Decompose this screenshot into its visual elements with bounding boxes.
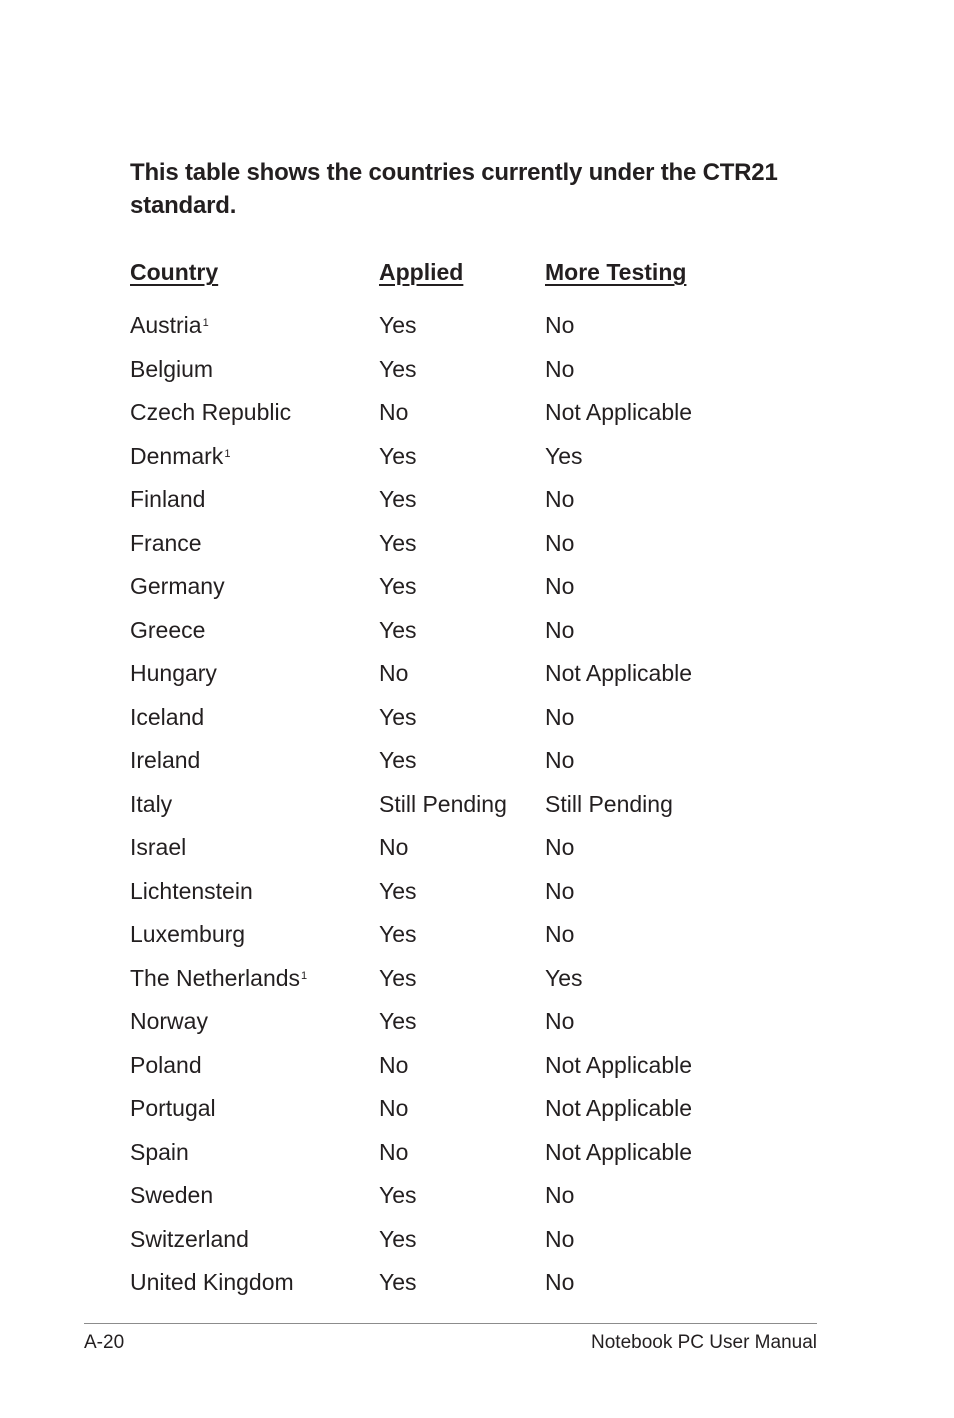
country-cell [130, 1179, 213, 1211]
footnote-marker: 1 [202, 317, 209, 329]
country-cell [130, 440, 230, 472]
table-row [130, 1005, 830, 1049]
table-row [130, 657, 830, 701]
country-name: Czech Republic [130, 399, 292, 425]
country-cell [130, 657, 217, 689]
country-name: Greece [130, 616, 206, 643]
ctr21-country-table [130, 256, 830, 1310]
country-name: France [130, 529, 202, 556]
country-cell [130, 396, 291, 428]
country-name: Denmark [130, 442, 224, 469]
table-row [130, 962, 830, 1006]
table-row [130, 1223, 830, 1267]
country-cell [130, 570, 225, 602]
country-name: Iceland [130, 703, 205, 730]
applied-cell: Yes [379, 486, 417, 512]
more-testing-cell: No [545, 355, 575, 382]
country-cell [130, 1005, 208, 1037]
table-row [130, 1049, 830, 1093]
more-testing-cell: No [545, 877, 575, 904]
table-row [130, 614, 830, 658]
country-cell [130, 788, 172, 820]
table-body [130, 309, 830, 1310]
country-cell [130, 1049, 202, 1081]
country-name: The Netherlands [130, 964, 301, 991]
country-name: Norway [130, 1008, 208, 1034]
page-heading: This table shows the countries currently under the CTR21 standard. [130, 159, 778, 219]
country-name: Belgium [130, 355, 214, 382]
footnote-marker: 1 [224, 447, 231, 460]
applied-cell: Yes [379, 1008, 417, 1034]
applied-cell: No [379, 834, 409, 860]
table-row [130, 1136, 830, 1180]
applied-cell: Yes [379, 355, 417, 382]
more-testing-cell: No [545, 1182, 575, 1208]
table-row [130, 483, 830, 527]
applied-cell: Yes [379, 529, 417, 556]
country-name: Ireland [130, 747, 201, 773]
applied-cell: Yes [379, 1225, 417, 1252]
applied-cell: No [379, 660, 409, 686]
applied-cell: Yes [379, 1269, 417, 1295]
country-cell [130, 744, 200, 776]
column-header-more-testing: More Testing [545, 259, 687, 285]
applied-cell: Yes [379, 703, 417, 730]
more-testing-cell: Still Pending [545, 790, 673, 817]
more-testing-cell: Yes [545, 964, 583, 991]
more-testing-cell: No [545, 1008, 575, 1034]
country-name: Germany [130, 573, 225, 599]
more-testing-cell: Not Applicable [545, 1051, 693, 1078]
table-row [130, 440, 830, 484]
country-name: Luxemburg [130, 921, 246, 947]
table-row [130, 744, 830, 788]
country-cell [130, 1266, 294, 1298]
more-testing-cell: Not Applicable [545, 1138, 693, 1165]
footnote-marker: 1 [301, 969, 308, 982]
footer-divider [84, 1323, 817, 1324]
applied-cell: No [379, 1095, 409, 1121]
country-cell [130, 1136, 189, 1168]
country-cell [130, 1223, 249, 1255]
more-testing-cell: No [545, 573, 575, 599]
table-row [130, 396, 830, 440]
page-number: A-20 [84, 1332, 125, 1353]
more-testing-cell: No [545, 529, 575, 556]
applied-cell: Yes [379, 573, 417, 599]
more-testing-cell: No [545, 616, 575, 643]
applied-cell: Yes [379, 921, 417, 947]
country-cell [130, 875, 253, 907]
more-testing-cell: Not Applicable [545, 1095, 693, 1121]
country-cell [130, 614, 205, 646]
table-row [130, 701, 830, 745]
more-testing-cell: No [545, 486, 575, 512]
applied-cell: Yes [379, 442, 417, 469]
country-name: Lichtenstein [130, 877, 253, 904]
column-header-applied: Applied [379, 259, 464, 285]
more-testing-cell: Not Applicable [545, 399, 693, 425]
applied-cell: Yes [379, 616, 417, 643]
country-cell [130, 1092, 216, 1124]
more-testing-cell: Yes [545, 442, 583, 469]
table-row [130, 788, 830, 832]
country-name: Hungary [130, 660, 217, 686]
applied-cell: No [379, 399, 409, 425]
more-testing-cell: No [545, 1269, 575, 1295]
country-name: United Kingdom [130, 1269, 294, 1295]
country-cell [130, 527, 202, 559]
country-cell [130, 831, 186, 863]
applied-cell: No [379, 1051, 409, 1078]
more-testing-cell: No [545, 1225, 575, 1252]
manual-title: Notebook PC User Manual [591, 1332, 817, 1353]
column-header-country: Country [130, 259, 219, 285]
applied-cell: Yes [379, 747, 417, 773]
country-cell [130, 353, 213, 385]
table-row [130, 570, 830, 614]
applied-cell: Yes [379, 1182, 417, 1208]
country-name: Austria [130, 312, 202, 338]
applied-cell: Yes [379, 877, 417, 904]
country-name: Italy [130, 790, 173, 817]
country-cell [130, 701, 204, 733]
table-row [130, 831, 830, 875]
more-testing-cell: No [545, 703, 575, 730]
table-row [130, 875, 830, 919]
country-cell [130, 309, 209, 341]
country-name: Switzerland [130, 1225, 249, 1252]
more-testing-cell: No [545, 312, 575, 338]
country-name: Spain [130, 1138, 189, 1165]
applied-cell: No [379, 1138, 409, 1165]
country-name: Israel [130, 834, 187, 860]
table-row [130, 353, 830, 397]
country-name: Portugal [130, 1095, 216, 1121]
applied-cell: Yes [379, 964, 417, 991]
table-row [130, 309, 830, 353]
applied-cell: Yes [379, 312, 417, 338]
country-name: Sweden [130, 1182, 214, 1208]
table-row [130, 1179, 830, 1223]
country-name: Finland [130, 486, 206, 512]
table-header-row [130, 256, 830, 296]
table-row [130, 1266, 830, 1310]
table-row [130, 527, 830, 571]
country-cell [130, 962, 307, 994]
more-testing-cell: No [545, 921, 575, 947]
country-cell [130, 918, 245, 950]
applied-cell: Still Pending [379, 790, 507, 817]
table-row [130, 918, 830, 962]
more-testing-cell: No [545, 747, 575, 773]
more-testing-cell: Not Applicable [545, 660, 693, 686]
more-testing-cell: No [545, 834, 575, 860]
country-cell [130, 483, 205, 515]
table-row [130, 1092, 830, 1136]
country-name: Poland [130, 1051, 202, 1078]
